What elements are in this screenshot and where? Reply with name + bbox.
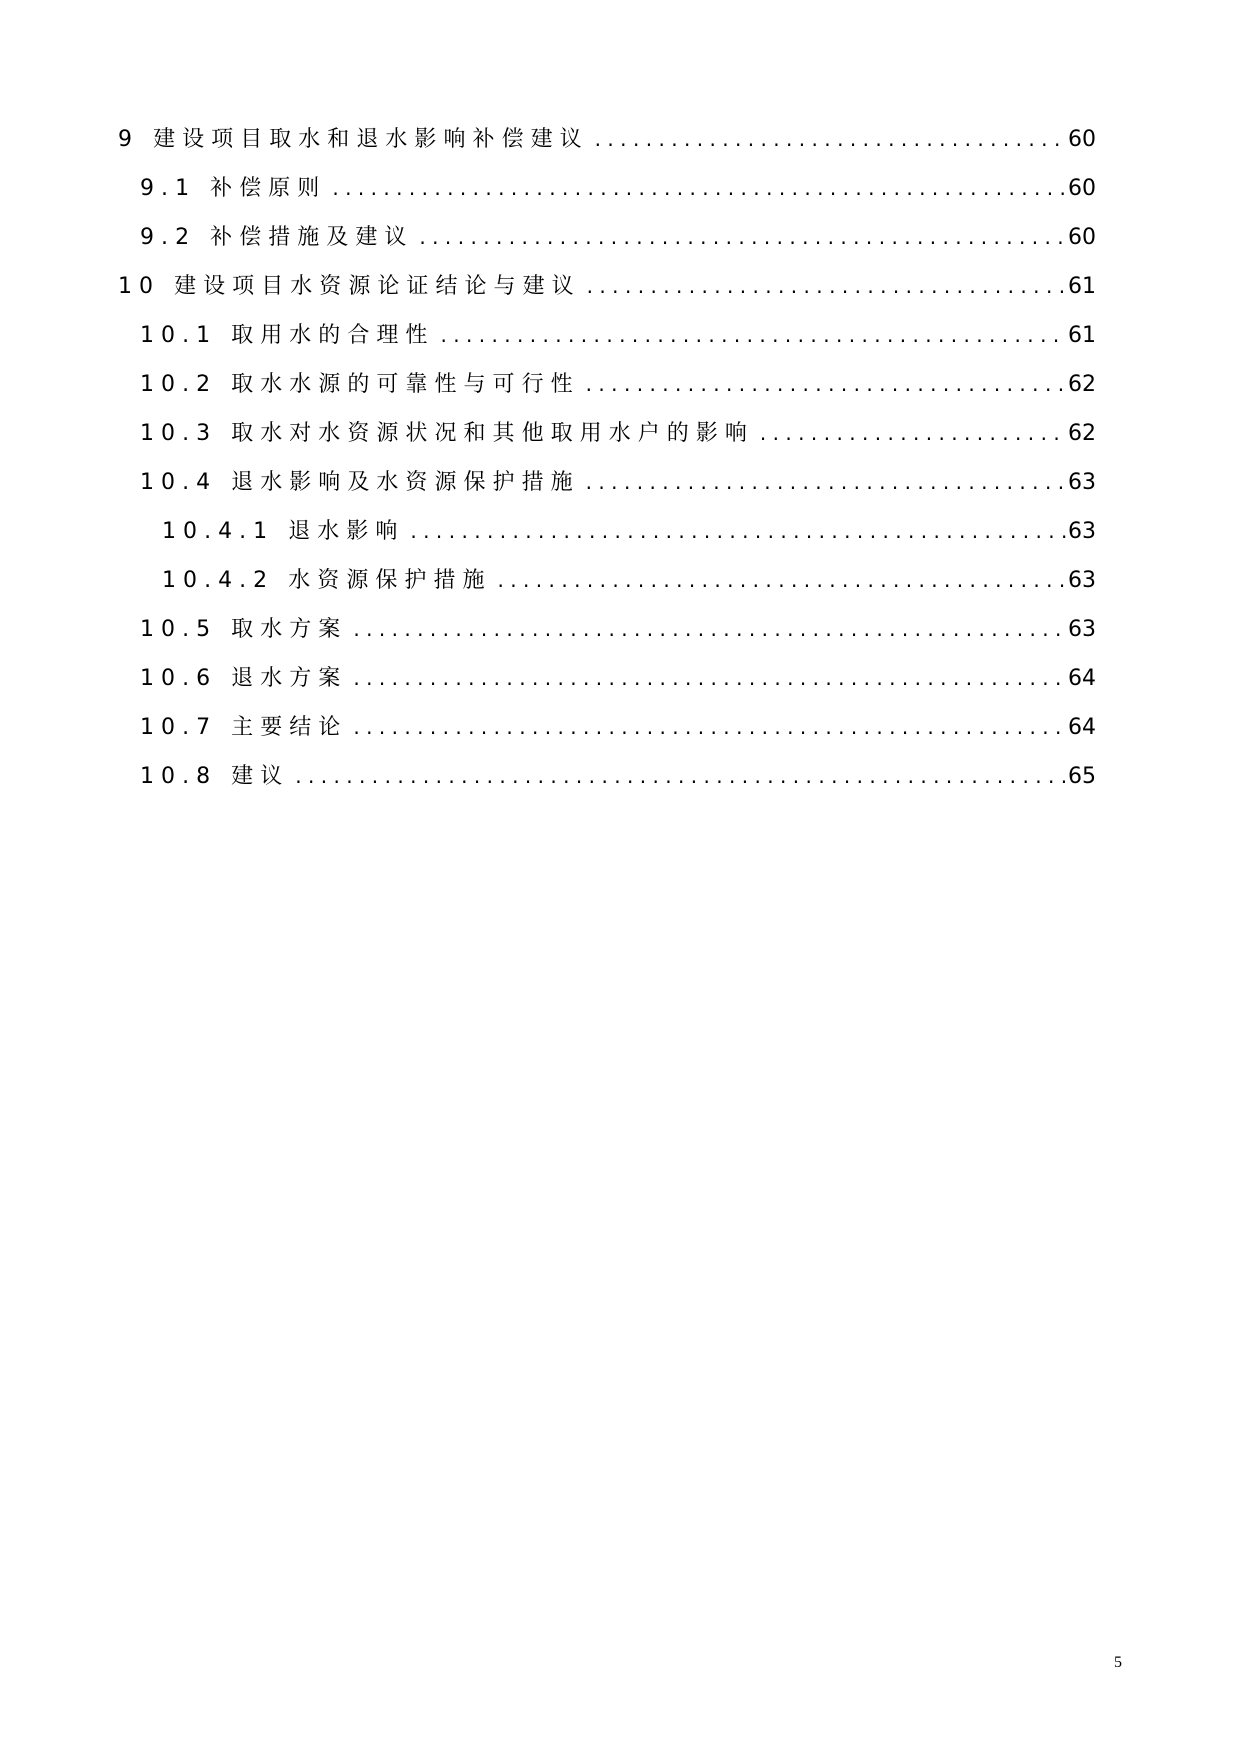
toc-dot-leader — [587, 274, 1066, 298]
toc-dot-leader — [410, 519, 1066, 543]
toc-dot-leader — [353, 715, 1066, 739]
toc-entry-label: 10.3 取水对水资源状况和其他取用水户的影响 — [140, 421, 754, 446]
toc-entry-page: 63 — [1068, 470, 1096, 495]
toc-entry-label: 10.4 退水影响及水资源保护措施 — [140, 470, 580, 495]
toc-entry-page: 61 — [1068, 323, 1096, 348]
toc-entry[interactable] — [118, 367, 1096, 416]
toc-dot-leader — [353, 617, 1066, 641]
toc-dot-leader — [440, 323, 1066, 347]
page-number: 5 — [1114, 1654, 1122, 1671]
toc-dot-leader — [353, 666, 1066, 690]
toc-entry[interactable] — [118, 759, 1096, 808]
toc-entry-page: 64 — [1068, 666, 1096, 691]
toc-entry[interactable] — [118, 612, 1096, 661]
toc-dot-leader — [498, 568, 1066, 592]
toc-entry-label: 10.6 退水方案 — [140, 666, 348, 691]
toc-entry[interactable] — [118, 220, 1096, 269]
toc-entry-page: 60 — [1068, 176, 1096, 201]
toc-entry-page: 63 — [1068, 617, 1096, 642]
toc-entry-label: 10 建设项目水资源论证结论与建议 — [118, 274, 581, 299]
toc-dot-leader — [295, 764, 1066, 788]
toc-entry[interactable] — [118, 563, 1096, 612]
toc-entry-page: 60 — [1068, 225, 1096, 250]
toc-entry-label: 10.2 取水水源的可靠性与可行性 — [140, 372, 580, 397]
toc-entry[interactable] — [118, 416, 1096, 465]
toc-entry[interactable] — [118, 269, 1096, 318]
toc-dot-leader — [586, 372, 1066, 396]
toc-entry-label: 10.4.2 水资源保护措施 — [162, 568, 492, 593]
toc-entry[interactable] — [118, 514, 1096, 563]
toc-entry-label: 10.5 取水方案 — [140, 617, 348, 642]
toc-entry-label: 9 建设项目取水和退水影响补偿建议 — [118, 127, 589, 152]
toc-dot-leader — [332, 176, 1066, 200]
table-of-contents — [118, 122, 1096, 808]
toc-entry-page: 63 — [1068, 519, 1096, 544]
toc-entry[interactable] — [118, 710, 1096, 759]
toc-dot-leader — [760, 421, 1066, 445]
toc-entry-page: 62 — [1068, 421, 1096, 446]
toc-entry-page: 65 — [1068, 764, 1096, 789]
toc-entry-label: 9.2 补偿措施及建议 — [140, 225, 414, 250]
toc-entry[interactable] — [118, 318, 1096, 367]
toc-entry-page: 63 — [1068, 568, 1096, 593]
toc-entry[interactable] — [118, 171, 1096, 220]
toc-dot-leader — [595, 127, 1066, 151]
toc-entry-label: 10.8 建议 — [140, 764, 290, 789]
toc-entry-page: 60 — [1068, 127, 1096, 152]
toc-entry-page: 62 — [1068, 372, 1096, 397]
toc-entry-page: 64 — [1068, 715, 1096, 740]
toc-entry[interactable] — [118, 465, 1096, 514]
toc-dot-leader — [586, 470, 1066, 494]
toc-entry-label: 10.1 取用水的合理性 — [140, 323, 435, 348]
toc-dot-leader — [419, 225, 1066, 249]
toc-entry-page: 61 — [1068, 274, 1096, 299]
toc-entry-label: 10.4.1 退水影响 — [162, 519, 405, 544]
toc-entry-label: 9.1 补偿原则 — [140, 176, 327, 201]
toc-entry[interactable] — [118, 661, 1096, 710]
toc-entry-label: 10.7 主要结论 — [140, 715, 348, 740]
toc-entry[interactable] — [118, 122, 1096, 171]
